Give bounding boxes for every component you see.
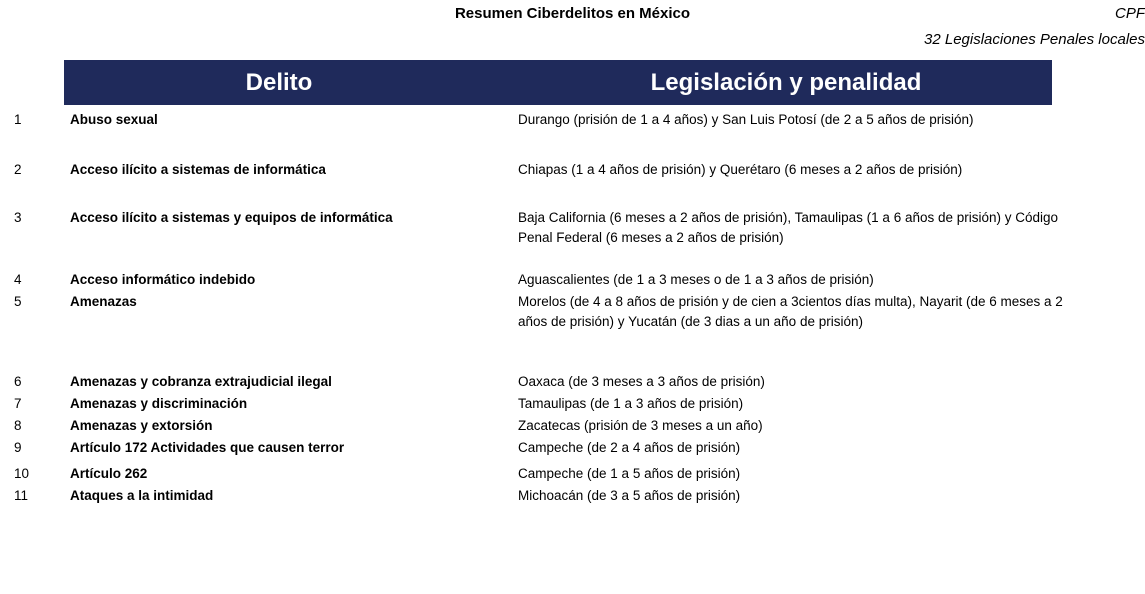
row-legislacion: Campeche (de 1 a 5 años de prisión) xyxy=(518,466,741,481)
table-row xyxy=(0,372,1145,394)
row-number: 1 xyxy=(14,112,22,127)
row-number: 8 xyxy=(14,418,22,433)
row-legislacion: Oaxaca (de 3 meses a 3 años de prisión) xyxy=(518,374,765,389)
table-row xyxy=(0,292,1145,372)
row-number: 4 xyxy=(14,272,22,287)
table-row xyxy=(0,110,1145,160)
table-row xyxy=(0,270,1145,292)
row-legislacion: Baja California (6 meses a 2 años de prisión), Tamaulipas (1 a 6 años de prisión) y Código Penal Federal (6 meses a 2 años de prisión) xyxy=(518,210,1059,245)
row-delito: Artículo 262 xyxy=(70,466,148,481)
row-legislacion: Aguascalientes (de 1 a 3 meses o de 1 a 3 años de prisión) xyxy=(518,272,874,287)
row-delito: Amenazas xyxy=(70,294,137,309)
page-title: Resumen Ciberdelitos en México xyxy=(454,5,691,22)
table-body xyxy=(0,110,1145,508)
row-delito: Acceso ilícito a sistemas y equipos de informática xyxy=(70,210,393,225)
table-row xyxy=(0,438,1145,464)
row-legislacion: Chiapas (1 a 4 años de prisión) y Querétaro (6 meses a 2 años de prisión) xyxy=(518,162,963,177)
row-number: 2 xyxy=(14,162,22,177)
row-number: 3 xyxy=(14,210,22,225)
subtitle-legislaciones: 32 Legislaciones Penales locales xyxy=(924,31,1145,48)
row-delito: Acceso ilícito a sistemas de informática xyxy=(70,162,326,177)
cpf-label: CPF xyxy=(1115,5,1145,22)
table-row xyxy=(0,208,1145,270)
row-number: 9 xyxy=(14,440,22,455)
table-row xyxy=(0,394,1145,416)
table-row xyxy=(0,486,1145,508)
column-header-legislacion: Legislación y penalidad xyxy=(650,69,922,96)
row-delito: Acceso informático indebido xyxy=(70,272,256,287)
table-row xyxy=(0,416,1145,438)
row-legislacion: Durango (prisión de 1 a 4 años) y San Luis Potosí (de 2 a 5 años de prisión) xyxy=(518,112,974,127)
row-legislacion: Michoacán (de 3 a 5 años de prisión) xyxy=(518,488,741,503)
table-header xyxy=(64,60,1052,105)
row-number: 5 xyxy=(14,294,22,309)
row-number: 6 xyxy=(14,374,22,389)
row-legislacion: Tamaulipas (de 1 a 3 años de prisión) xyxy=(518,396,744,411)
table-row xyxy=(0,160,1145,208)
row-legislacion: Morelos (de 4 a 8 años de prisión y de cien a 3cientos días multa), Nayarit (de 6 meses a 2 años de prisión) y Yucatán (de 3 dias a un año de prisión) xyxy=(518,294,1063,329)
row-number: 7 xyxy=(14,396,22,411)
row-delito: Amenazas y cobranza extrajudicial ilegal xyxy=(70,374,332,389)
row-number: 11 xyxy=(14,488,29,503)
row-delito: Amenazas y discriminación xyxy=(70,396,248,411)
row-delito: Artículo 172 Actividades que causen terror xyxy=(70,440,345,455)
row-legislacion: Zacatecas (prisión de 3 meses a un año) xyxy=(518,418,763,433)
column-header-delito: Delito xyxy=(245,69,313,96)
row-delito: Ataques a la intimidad xyxy=(70,488,214,503)
table-row xyxy=(0,464,1145,486)
row-legislacion: Campeche (de 2 a 4 años de prisión) xyxy=(518,440,741,455)
row-number: 10 xyxy=(14,466,30,481)
row-delito: Abuso sexual xyxy=(70,112,158,127)
row-delito: Amenazas y extorsión xyxy=(70,418,213,433)
